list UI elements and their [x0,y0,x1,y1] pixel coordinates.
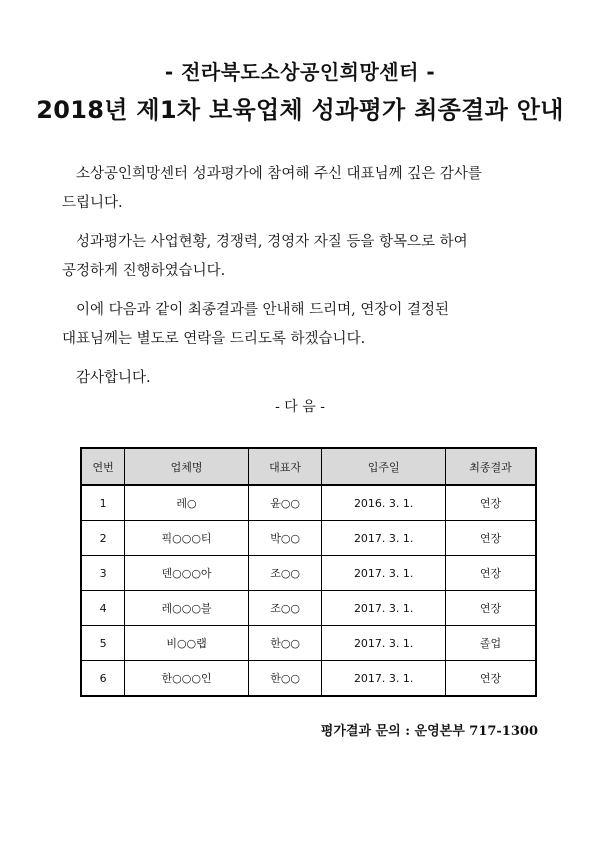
table-row [81,591,536,626]
cell-result: 연장 [445,521,536,556]
paragraph-evaluation [62,228,540,286]
table-row [81,661,536,697]
cell-company: 레○ [125,485,248,521]
paragraph-line: 대표님께는 별도로 연락을 드리도록 하겠습니다. [62,331,366,347]
paragraph-line: 성과평가는 사업현황, 경쟁력, 경영자 자질 등을 항목으로 하여 [76,234,468,250]
cell-number: 2 [81,521,125,556]
body-text [62,160,540,403]
cell-representative: 조○○ [248,556,322,591]
cell-number: 6 [81,661,125,697]
paragraph-closing [62,364,540,393]
table-row [81,485,536,521]
cell-number: 5 [81,626,125,661]
cell-date: 2017. 3. 1. [322,556,445,591]
cell-company: 비○○랩 [125,626,248,661]
paragraph-thanks [62,160,540,218]
organization-name: - 전라북도소상공인희망센터 - [164,60,436,84]
results-table [80,447,537,697]
document-title: 2018년 제1차 보육업체 성과평가 최종결과 안내 [36,96,564,124]
header-final-result: 최종결과 [445,448,536,485]
cell-result: 졸업 [445,626,536,661]
cell-number: 1 [81,485,125,521]
paragraph-line: 드립니다. [62,195,123,211]
cell-representative: 한○○ [248,626,322,661]
header-move-in-date: 입주일 [322,448,445,485]
paragraph-line: 소상공인희망센터 성과평가에 참여해 주신 대표님께 깊은 감사를 [76,166,482,182]
contact-info: 평가결과 문의 : 운영본부 717-1300 [320,724,538,739]
cell-representative: 한○○ [248,661,322,697]
paragraph-notice [62,296,540,354]
cell-result: 연장 [445,661,536,697]
cell-company: 덴○○○아 [125,556,248,591]
paragraph-line: 감사합니다. [76,370,151,386]
header-representative: 대표자 [248,448,322,485]
cell-representative: 윤○○ [248,485,322,521]
cell-company: 레○○○블 [125,591,248,626]
header-number: 연번 [81,448,125,485]
paragraph-line: 공정하게 진행하였습니다. [62,263,226,279]
cell-number: 4 [81,591,125,626]
cell-company: 픽○○○티 [125,521,248,556]
table-row [81,626,536,661]
cell-number: 3 [81,556,125,591]
cell-date: 2017. 3. 1. [322,591,445,626]
cell-date: 2016. 3. 1. [322,485,445,521]
table-row [81,521,536,556]
paragraph-line: 이에 다음과 같이 최종결과를 안내해 드리며, 연장이 결정된 [76,302,450,318]
cell-representative: 조○○ [248,591,322,626]
cell-date: 2017. 3. 1. [322,661,445,697]
cell-company: 한○○○인 [125,661,248,697]
cell-result: 연장 [445,591,536,626]
cell-date: 2017. 3. 1. [322,521,445,556]
cell-representative: 박○○ [248,521,322,556]
cell-result: 연장 [445,556,536,591]
table-header-row [81,448,536,485]
cell-date: 2017. 3. 1. [322,626,445,661]
cell-result: 연장 [445,485,536,521]
table-row [81,556,536,591]
header-company: 업체명 [125,448,248,485]
section-heading: - 다 음 - [275,399,325,415]
